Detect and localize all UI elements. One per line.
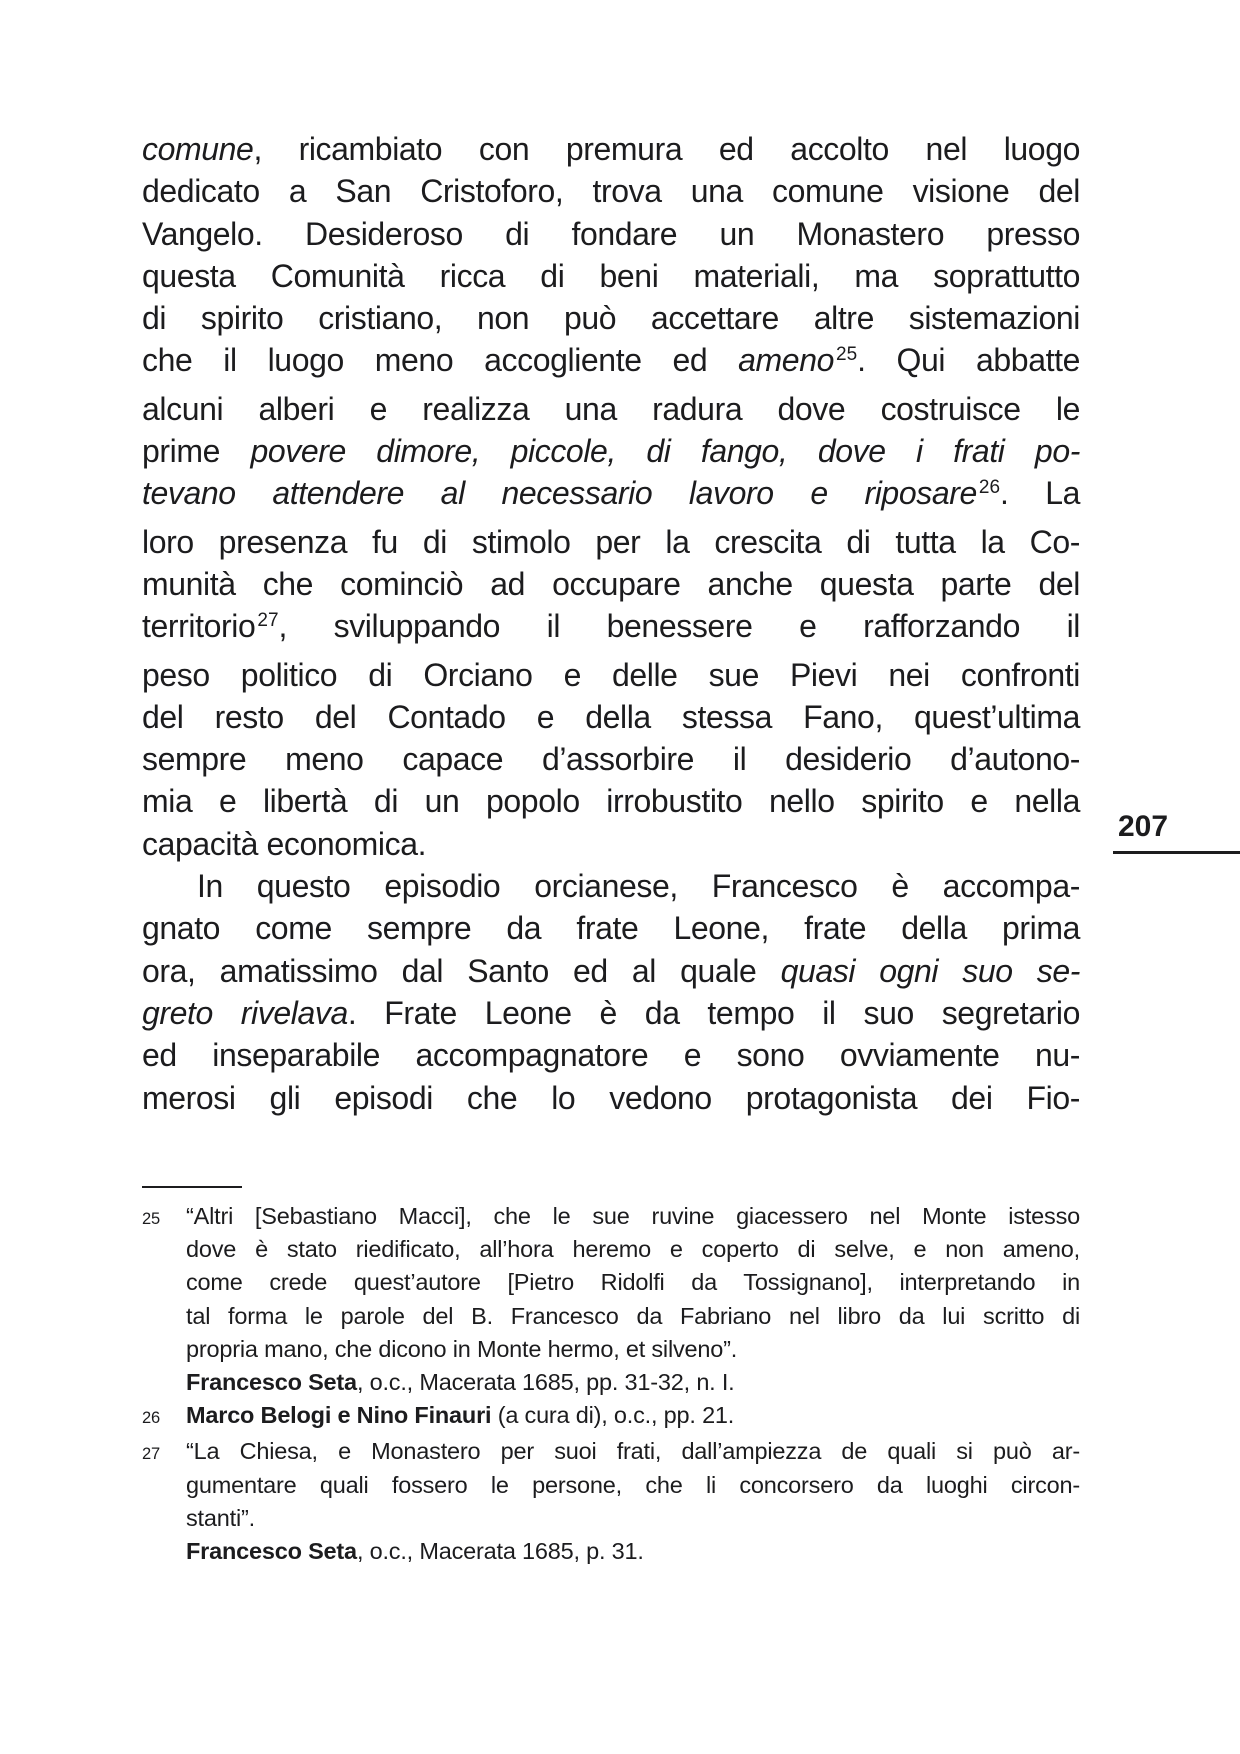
text-line [186, 1399, 1080, 1432]
text-line [142, 297, 1080, 339]
text-segment: , o.c., Macerata 1685, p. 31. [356, 1538, 644, 1565]
text-segment: peso politico di Orciano e delle sue Pievi nei confronti [142, 656, 1080, 693]
text-segment: “La Chiesa, e Monastero per suoi frati, dall’ampiezza de quali si può ar- [186, 1438, 1080, 1465]
text-segment: stanti”. [186, 1504, 255, 1531]
text-segment: quasi ogni suo se- [780, 952, 1080, 989]
text-segment: merosi gli episodi che lo vedono protagonista dei Fio- [142, 1079, 1080, 1116]
text-line [142, 1077, 1080, 1119]
text-segment: alcuni alberi e realizza una radura dove costruisce le [142, 390, 1080, 427]
text-line [186, 1200, 1080, 1233]
text-line [142, 654, 1080, 696]
page-number-block [1113, 810, 1240, 854]
text-segment: questa Comunità ricca di beni materiali, ma soprattutto [142, 257, 1080, 294]
text-segment: come crede quest’autore [Pietro Ridolfi da Tossignano], interpretando in [186, 1269, 1080, 1296]
text-segment: gumentare quali fossero le persone, che li concorsero da luoghi circon- [186, 1471, 1080, 1498]
text-line [142, 521, 1080, 563]
text-segment: ameno [738, 342, 835, 379]
paragraph [142, 128, 1080, 865]
text-line [142, 865, 1080, 907]
paragraph [142, 865, 1080, 1119]
text-line [142, 907, 1080, 949]
text-segment: territorio [142, 608, 256, 645]
text-segment: ed inseparabile accompagnatore e sono ovviamente nu- [142, 1037, 1080, 1074]
text-line [142, 1034, 1080, 1076]
text-line [142, 388, 1080, 430]
text-segment: . La [1000, 475, 1080, 512]
text-segment: In questo episodio orcianese, Francesco è accompa- [197, 868, 1080, 905]
text-segment: di spirito cristiano, non può accettare altre sistemazioni [142, 300, 1080, 337]
footnote-text [186, 1399, 1080, 1435]
text-segment: prime [142, 433, 251, 470]
text-segment: ora, amatissimo dal Santo ed al quale [142, 952, 781, 989]
text-segment: capacità economica. [142, 825, 427, 862]
text-segment: . Frate Leone è da tempo il suo segretario [347, 994, 1081, 1031]
text-segment: , sviluppando il benessere e rafforzando il [278, 608, 1080, 645]
text-line [186, 1333, 1080, 1366]
text-segment: sempre meno capace d’assorbire il desiderio d’autono- [142, 741, 1080, 778]
text-line [186, 1300, 1080, 1333]
text-segment: (a cura di), o.c., pp. 21. [491, 1402, 735, 1429]
text-segment: mia e libertà di un popolo irrobustito nello spirito e nella [142, 783, 1080, 820]
text-line [186, 1233, 1080, 1266]
text-segment: tevano attendere al necessario lavoro e riposare [142, 475, 977, 512]
text-segment: “Altri [Sebastiano Macci], che le sue ruvine giacessero nel Monte istesso [186, 1203, 1080, 1229]
text-line [186, 1266, 1080, 1299]
footnote-reference: 27 [257, 610, 279, 632]
text-line [142, 738, 1080, 780]
text-segment: , o.c., Macerata 1685, pp. 31-32, n. I. [356, 1369, 735, 1396]
text-segment: Marco Belogi e Nino Finauri [186, 1402, 492, 1429]
text-segment: povere dimore, piccole, di fango, dove i frati po- [250, 433, 1080, 470]
text-segment: comune [142, 131, 254, 167]
text-segment: munità che cominciò ad occupare anche questa parte del [142, 565, 1080, 602]
text-line [142, 339, 1080, 387]
footnote-reference: 26 [978, 477, 1001, 499]
text-line [142, 170, 1080, 212]
text-line [142, 780, 1080, 822]
body-text-column [142, 128, 1080, 1119]
text-line [142, 823, 1080, 865]
footnote-marker: 27 [142, 1445, 160, 1464]
text-segment: gnato come sempre da frate Leone, frate della prima [142, 910, 1080, 947]
text-segment: . Qui abbatte [857, 342, 1080, 379]
text-segment: propria mano, che dicono in Monte hermo, et silveno”. [186, 1335, 738, 1362]
text-line [142, 213, 1080, 255]
text-segment: Francesco Seta [186, 1538, 357, 1565]
text-line [142, 563, 1080, 605]
text-segment: che il luogo meno accogliente ed [142, 342, 739, 379]
text-line [142, 992, 1080, 1034]
footnotes-section [142, 1200, 1080, 1568]
page-number: 207 [1118, 810, 1169, 843]
text-segment: greto rivelava [142, 994, 348, 1031]
page-number-rule [1113, 851, 1240, 854]
text-line [142, 696, 1080, 738]
text-line [142, 128, 1080, 170]
footnote-text [186, 1435, 1080, 1568]
text-line [186, 1535, 1080, 1568]
text-segment: tal forma le parole del B. Francesco da Fabriano nel libro da lui scritto di [186, 1302, 1080, 1329]
text-line [142, 255, 1080, 297]
text-segment: dove è stato riedificato, all’hora heremo e coperto di selve, e non ameno, [186, 1236, 1080, 1263]
footnote-reference: 25 [836, 344, 858, 366]
footnote-item [142, 1435, 1080, 1568]
text-segment: del resto del Contado e della stessa Fano, quest’ultima [142, 698, 1080, 735]
text-line [142, 472, 1080, 520]
footnote-item [142, 1399, 1080, 1435]
footnote-marker: 25 [142, 1210, 160, 1228]
footnote-marker: 26 [142, 1409, 160, 1428]
text-segment: dedicato a San Cristoforo, trova una comune visione del [142, 173, 1080, 210]
footnote-item [142, 1200, 1080, 1399]
text-line [186, 1469, 1080, 1502]
text-line [142, 950, 1080, 992]
text-line [186, 1502, 1080, 1535]
text-line [186, 1366, 1080, 1399]
text-line [142, 430, 1080, 472]
footnote-text [186, 1200, 1080, 1399]
text-segment: Vangelo. Desideroso di fondare un Monastero presso [142, 215, 1080, 252]
text-segment: loro presenza fu di stimolo per la crescita di tutta la Co- [142, 523, 1080, 560]
footnote-separator-rule [142, 1186, 242, 1188]
text-segment: , ricambiato con premura ed accolto nel luogo [253, 131, 1080, 167]
text-line [142, 605, 1080, 653]
text-segment: Francesco Seta [186, 1369, 357, 1396]
text-line [186, 1435, 1080, 1468]
